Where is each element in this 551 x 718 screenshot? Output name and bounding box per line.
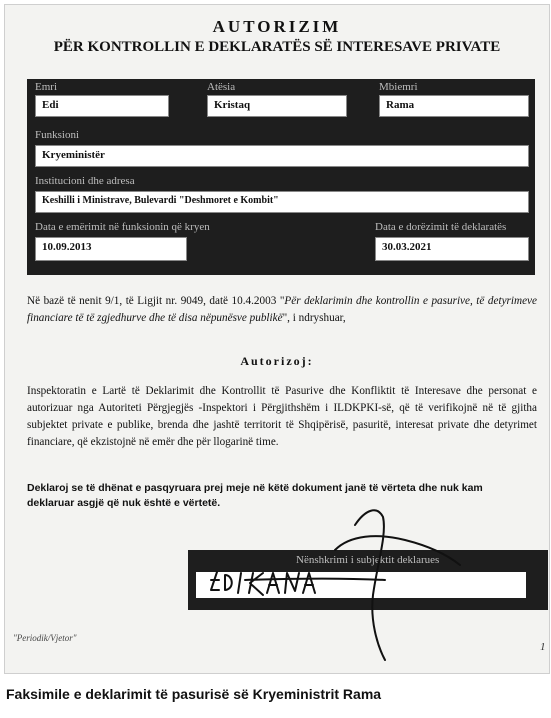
emri-label: Emri	[35, 81, 57, 93]
document-title: AUTORIZIM	[212, 17, 342, 36]
handwritten-signature	[5, 5, 549, 673]
authorization-paragraph: Inspektoratin e Lartë të Deklarimit dhe Kontrollit të Pasurive dhe Konfliktit të Interesave dhe personat e autorizuar nga Autoriteti Përgjegjës -Inspektori i Përgjithshëm i ILDKPKI-së, që të verifikojnë në të gjitha subjektet private e publike, brenda dhe jashtë territorit të Shqipërisë, pasuritë, interesat private dhe detyrimet financiare, që ekzistojnë në emër dhe për llogarinë time.	[27, 385, 537, 448]
data-emerimit-label: Data e emërimit në funksionin që kryen	[35, 221, 210, 233]
atesia-label: Atësia	[207, 81, 236, 93]
law-title: Për deklarimin dhe kontrollin e pasurive, të detyrimeve financiare të të zgjedhurve dhe të disa nëpunësve publikë	[27, 295, 537, 324]
data-emerimit-field: 10.09.2013	[35, 237, 187, 261]
data-dorezimit-field: 30.03.2021	[375, 237, 529, 261]
funksioni-label: Funksioni	[35, 129, 80, 141]
image-caption: Faksimile e deklarimit të pasurisë së Kryeministrit Rama	[6, 686, 382, 702]
mbiemri-field: Rama	[379, 95, 529, 117]
funksioni-field: Kryeministër	[35, 145, 529, 167]
document-footer: "Periodik/Vjetor"	[13, 633, 77, 643]
document-subtitle: PËR KONTROLLIN E DEKLARATËS SË INTERESAVE PRIVATE	[53, 39, 501, 55]
data-dorezimit-label: Data e dorëzimit të deklaratës	[375, 221, 507, 233]
legal-basis-start: Në bazë të nenit 9/1, të Ligjit nr. 9049, datë 10.4.2003 "	[27, 295, 285, 307]
page-number: 1	[540, 641, 546, 653]
autorizoj-heading: Autorizoj:	[240, 354, 314, 368]
declaration-paragraph: Deklaroj se të dhënat e pasqyruara prej meje në këtë dokument janë të vërteta dhe nuk kam deklaruar asgjë që nuk është e vërtetë.	[27, 482, 483, 509]
document-page	[4, 4, 550, 674]
signature-label: Nënshkrimi i subjektit deklarues	[296, 554, 440, 566]
institucioni-field: Keshilli i Ministrave, Bulevardi "Deshmoret e Kombit"	[35, 191, 529, 213]
emri-field: Edi	[35, 95, 169, 117]
atesia-field: Kristaq	[207, 95, 347, 117]
legal-basis-end: ", i ndryshuar,	[282, 312, 346, 324]
institucioni-label: Institucioni dhe adresa	[35, 175, 135, 187]
mbiemri-label: Mbiemri	[379, 81, 418, 93]
